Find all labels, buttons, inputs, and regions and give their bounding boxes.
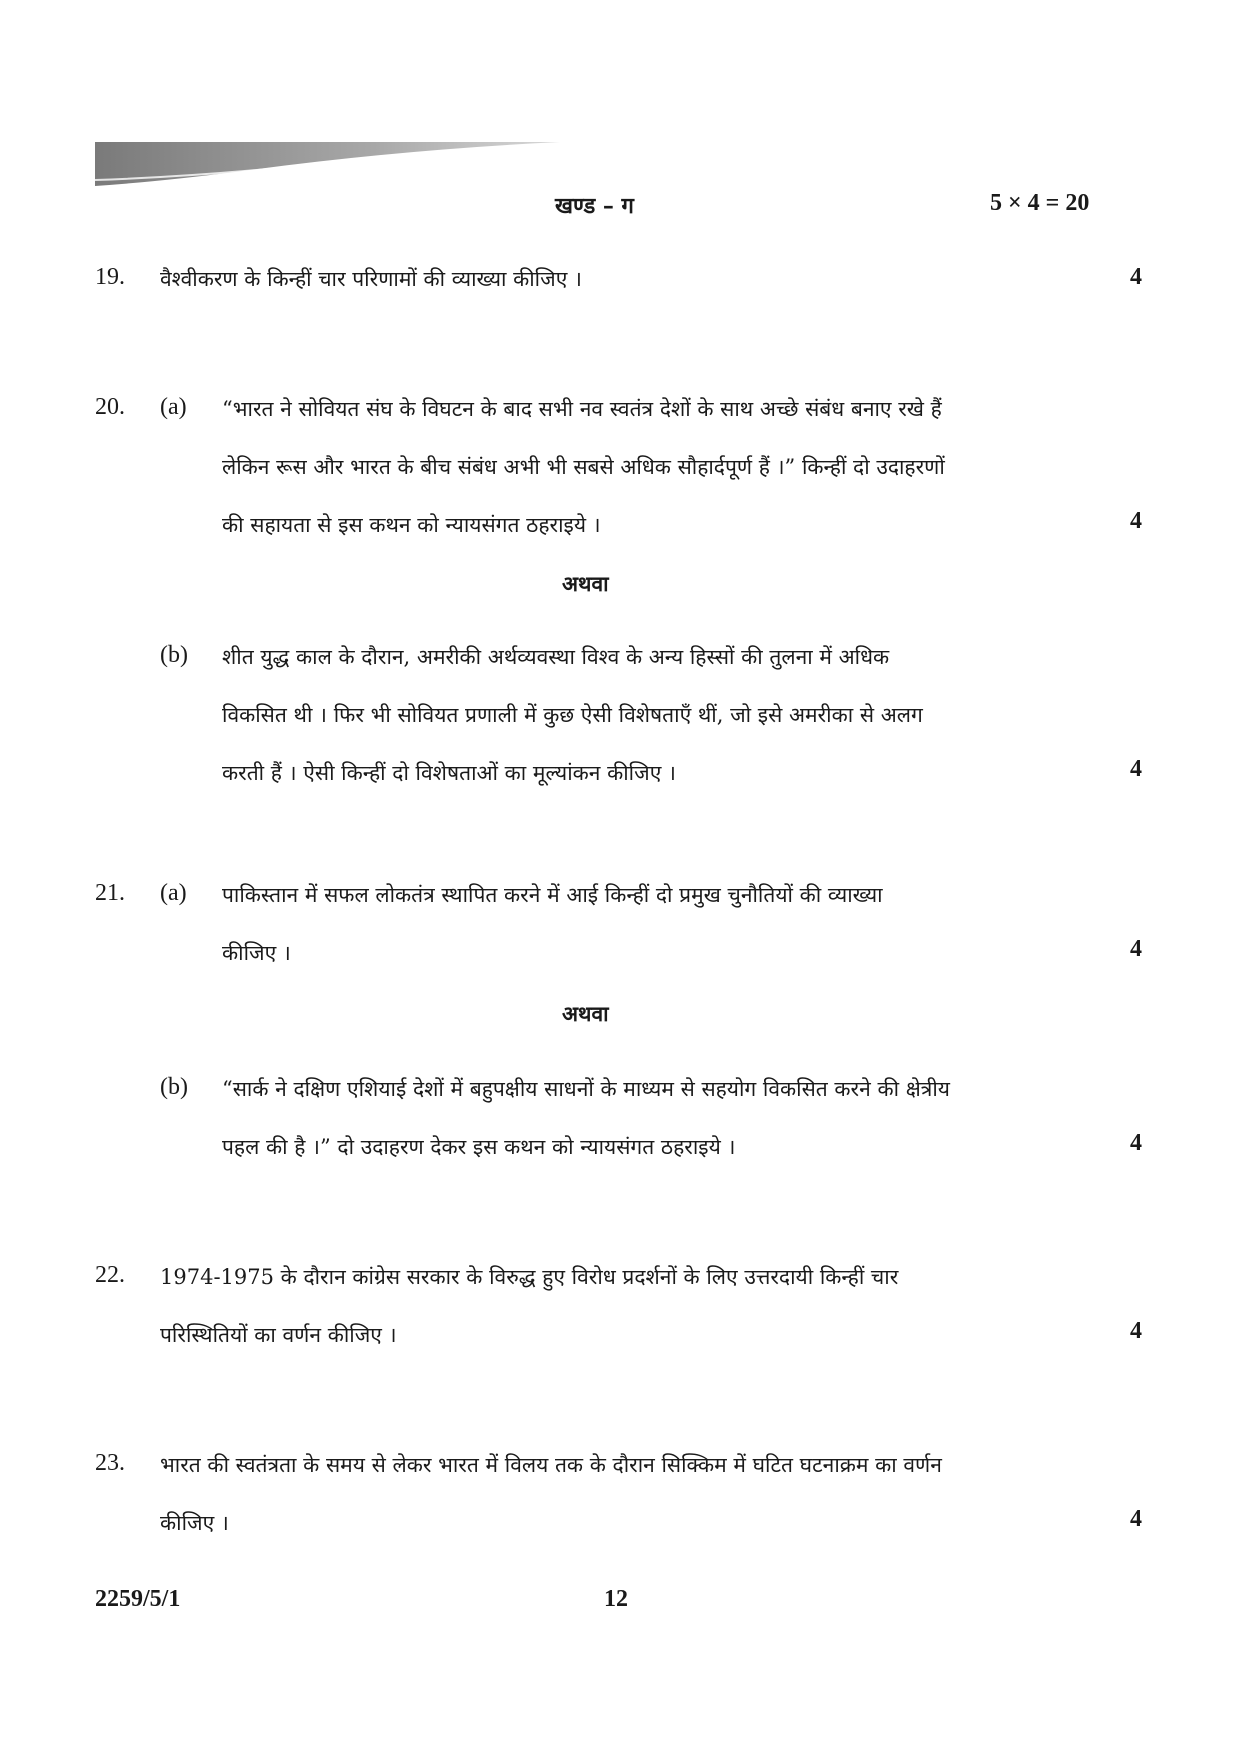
question-marks: 4	[1130, 1130, 1142, 1156]
header-swoosh-graphic	[95, 142, 565, 186]
question-number: 22.	[95, 1262, 125, 1288]
question-number: 21.	[95, 880, 125, 906]
question-text-line: लेकिन रूस और भारत के बीच संबंध अभी भी सबसे अधिक सौहार्दपूर्ण हैं ।” किन्हीं दो उदाहरणों	[222, 455, 945, 479]
section-title: खण्ड – ग	[555, 193, 634, 219]
question-marks: 4	[1130, 508, 1142, 534]
question-text-line: करती हैं । ऐसी किन्हीं दो विशेषताओं का मूल्यांकन कीजिए ।	[222, 761, 676, 785]
question-marks: 4	[1130, 756, 1142, 782]
subpart-label: (b)	[160, 642, 188, 668]
subpart-label: (a)	[160, 394, 187, 420]
question-text-line: “सार्क ने दक्षिण एशियाई देशों में बहुपक्षीय साधनों के माध्यम से सहयोग विकसित करने की क्षेत्रीय	[222, 1077, 950, 1101]
page-number: 12	[604, 1586, 628, 1612]
question-text-line: भारत की स्वतंत्रता के समय से लेकर भारत में विलय तक के दौरान सिक्किम में घटित घटनाक्रम का वर्णन	[160, 1453, 942, 1477]
question-text-line: शीत युद्ध काल के दौरान, अमरीकी अर्थव्यवस्था विश्व के अन्य हिस्सों की तुलना में अधिक	[222, 645, 890, 669]
subpart-label: (a)	[160, 880, 187, 906]
or-separator: अथवा	[562, 1001, 609, 1026]
question-number: 19.	[95, 264, 125, 290]
question-text: वैश्वीकरण के किन्हीं चार परिणामों की व्याख्या कीजिए ।	[160, 267, 582, 291]
or-separator: अथवा	[562, 571, 609, 596]
question-marks: 4	[1130, 264, 1142, 290]
question-number: 23.	[95, 1450, 125, 1476]
question-number: 20.	[95, 394, 125, 420]
question-text-line: पाकिस्तान में सफल लोकतंत्र स्थापित करने में आई किन्हीं दो प्रमुख चुनौतियों की व्याख्या	[222, 883, 883, 907]
subpart-label: (b)	[160, 1074, 188, 1100]
section-marks-total: 5 × 4 = 20	[990, 190, 1090, 216]
paper-code: 2259/5/1	[95, 1586, 181, 1612]
question-text-line: विकसित थी । फिर भी सोवियत प्रणाली में कुछ ऐसी विशेषताएँ थीं, जो इसे अमरीका से अलग	[222, 703, 923, 727]
question-text-line: की सहायता से इस कथन को न्यायसंगत ठहराइये ।	[222, 513, 601, 537]
question-text-line: पहल की है ।” दो उदाहरण देकर इस कथन को न्यायसंगत ठहराइये ।	[222, 1135, 736, 1159]
question-text-line: परिस्थितियों का वर्णन कीजिए ।	[160, 1323, 397, 1347]
question-text-line: कीजिए ।	[160, 1511, 229, 1535]
question-marks: 4	[1130, 936, 1142, 962]
question-marks: 4	[1130, 1506, 1142, 1532]
question-text-line: “भारत ने सोवियत संघ के विघटन के बाद सभी नव स्वतंत्र देशों के साथ अच्छे संबंध बनाए रखे हैं	[222, 397, 942, 421]
question-marks: 4	[1130, 1318, 1142, 1344]
question-text-line: कीजिए ।	[222, 941, 291, 965]
question-text-line: 1974-1975 के दौरान कांग्रेस सरकार के विरुद्ध हुए विरोध प्रदर्शनों के लिए उत्तरदायी किन्हीं चार	[160, 1265, 899, 1289]
